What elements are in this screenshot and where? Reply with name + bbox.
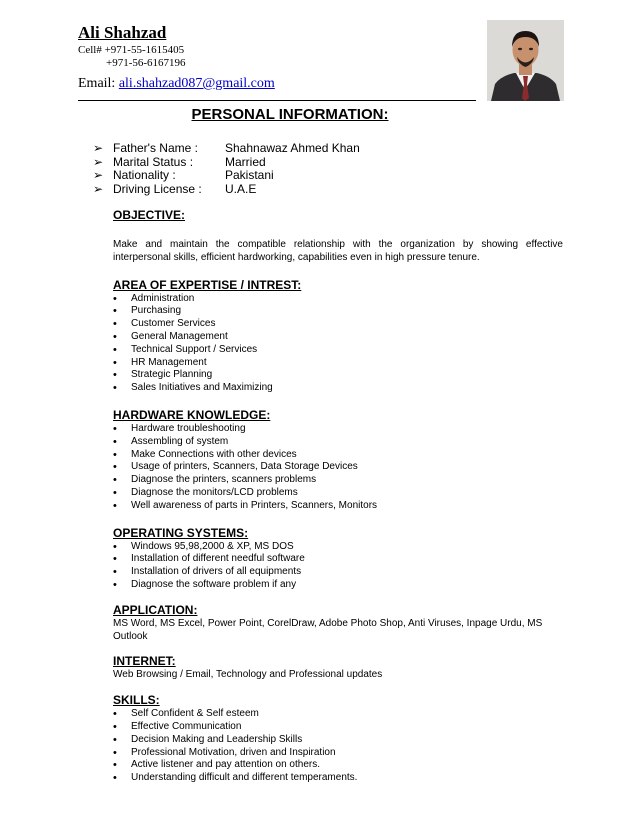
list-item: • Assembling of system xyxy=(113,436,563,449)
candidate-name: Ali Shahzad xyxy=(78,23,167,42)
personal-label: Nationality : xyxy=(113,168,176,182)
list-item: • Usage of printers, Scanners, Data Storage Devices xyxy=(113,461,563,474)
hardware-section xyxy=(113,408,563,513)
list-item: • Decision Making and Leadership Skills xyxy=(113,734,563,747)
personal-value: Shahnawaz Ahmed Khan xyxy=(225,141,360,155)
email-line xyxy=(78,75,498,93)
arrow-bullet-icon: ➢ xyxy=(93,154,104,169)
personal-row xyxy=(93,156,360,170)
list-item: • Customer Services xyxy=(113,318,563,331)
list-item: • Make Connections with other devices xyxy=(113,449,563,462)
portrait-photo xyxy=(487,20,564,101)
personal-value: Pakistani xyxy=(225,168,274,182)
list-item: • Installation of different needful software xyxy=(113,553,563,566)
list-item: • Sales Initiatives and Maximizing xyxy=(113,382,563,395)
os-title: OPERATING SYSTEMS: xyxy=(113,525,249,540)
list-item: • Active listener and pay attention on others. xyxy=(113,759,563,772)
expertise-list xyxy=(113,293,563,395)
personal-information-list xyxy=(93,142,360,196)
internet-section xyxy=(113,654,563,682)
phone-secondary: +971-56-6167196 xyxy=(106,57,186,69)
personal-label: Father's Name : xyxy=(113,141,198,155)
personal-row xyxy=(93,183,360,197)
list-item: • Effective Communication xyxy=(113,721,563,734)
skills-title: SKILLS: xyxy=(113,693,160,708)
list-item: • Installation of drivers of all equipments xyxy=(113,566,563,579)
application-text: MS Word, MS Excel, Power Point, CorelDraw, Adobe Photo Shop, Anti Viruses, Inpage Urdu, MS Outlook xyxy=(113,617,543,642)
personal-label: Marital Status : xyxy=(113,154,194,169)
list-item: • Purchasing xyxy=(113,305,563,318)
application-title: APPLICATION: xyxy=(113,602,198,617)
arrow-bullet-icon: ➢ xyxy=(93,181,104,196)
list-item: • Strategic Planning xyxy=(113,369,563,382)
expertise-title: AREA OF EXPERTISE / INTREST: xyxy=(113,277,302,292)
list-item: • Diagnose the monitors/LCD problems xyxy=(113,487,563,500)
skills-section xyxy=(113,693,563,785)
hardware-list xyxy=(113,423,563,513)
objective-text: Make and maintain the compatible relationship with the organization by showing effective interpersonal skills, efficient hardworking, capabilities even in high pressure tenure. xyxy=(113,239,563,263)
list-item: • General Management xyxy=(113,331,563,344)
list-item: • Professional Motivation, driven and Inspiration xyxy=(113,747,563,760)
list-item: • Hardware troubleshooting xyxy=(113,423,563,436)
hardware-title: HARDWARE KNOWLEDGE: xyxy=(113,407,271,422)
arrow-bullet-icon: ➢ xyxy=(93,168,104,182)
personal-label: Driving License : xyxy=(113,181,202,196)
objective-title: OBJECTIVE: xyxy=(113,208,186,222)
list-item: • Diagnose the printers, scanners problems xyxy=(113,474,563,487)
expertise-section xyxy=(113,278,563,395)
personal-row xyxy=(93,169,360,183)
list-item: • Windows 95,98,2000 & XP, MS DOS xyxy=(113,541,563,554)
arrow-bullet-icon: ➢ xyxy=(93,141,104,155)
list-item: • Technical Support / Services xyxy=(113,344,563,357)
list-item: • Understanding difficult and different temperaments. xyxy=(113,772,563,785)
list-item: • Administration xyxy=(113,293,563,306)
header-divider xyxy=(78,100,476,101)
email-label: Email: xyxy=(78,76,116,91)
personal-row xyxy=(93,142,360,156)
personal-value: Married xyxy=(225,154,266,169)
list-item: • Self Confident & Self esteem xyxy=(113,708,563,721)
os-list xyxy=(113,541,563,592)
personal-value: U.A.E xyxy=(225,181,257,196)
skills-list xyxy=(113,708,563,785)
list-item: • Diagnose the software problem if any xyxy=(113,579,563,592)
internet-title: INTERNET: xyxy=(113,654,176,669)
personal-information-title: PERSONAL INFORMATION: xyxy=(191,106,389,123)
objective-section xyxy=(113,208,563,265)
application-section xyxy=(113,603,563,644)
list-item: • Well awareness of parts in Printers, Scanners, Monitors xyxy=(113,500,563,513)
email-link[interactable]: ali.shahzad087@gmail.com xyxy=(118,76,275,91)
phone-primary: Cell# +971-55-1615405 xyxy=(78,44,185,56)
os-section xyxy=(113,526,563,592)
internet-text: Web Browsing / Email, Technology and Professional updates xyxy=(113,669,383,681)
list-item: • HR Management xyxy=(113,357,563,370)
resume-body xyxy=(113,208,563,785)
resume-header xyxy=(78,22,498,93)
